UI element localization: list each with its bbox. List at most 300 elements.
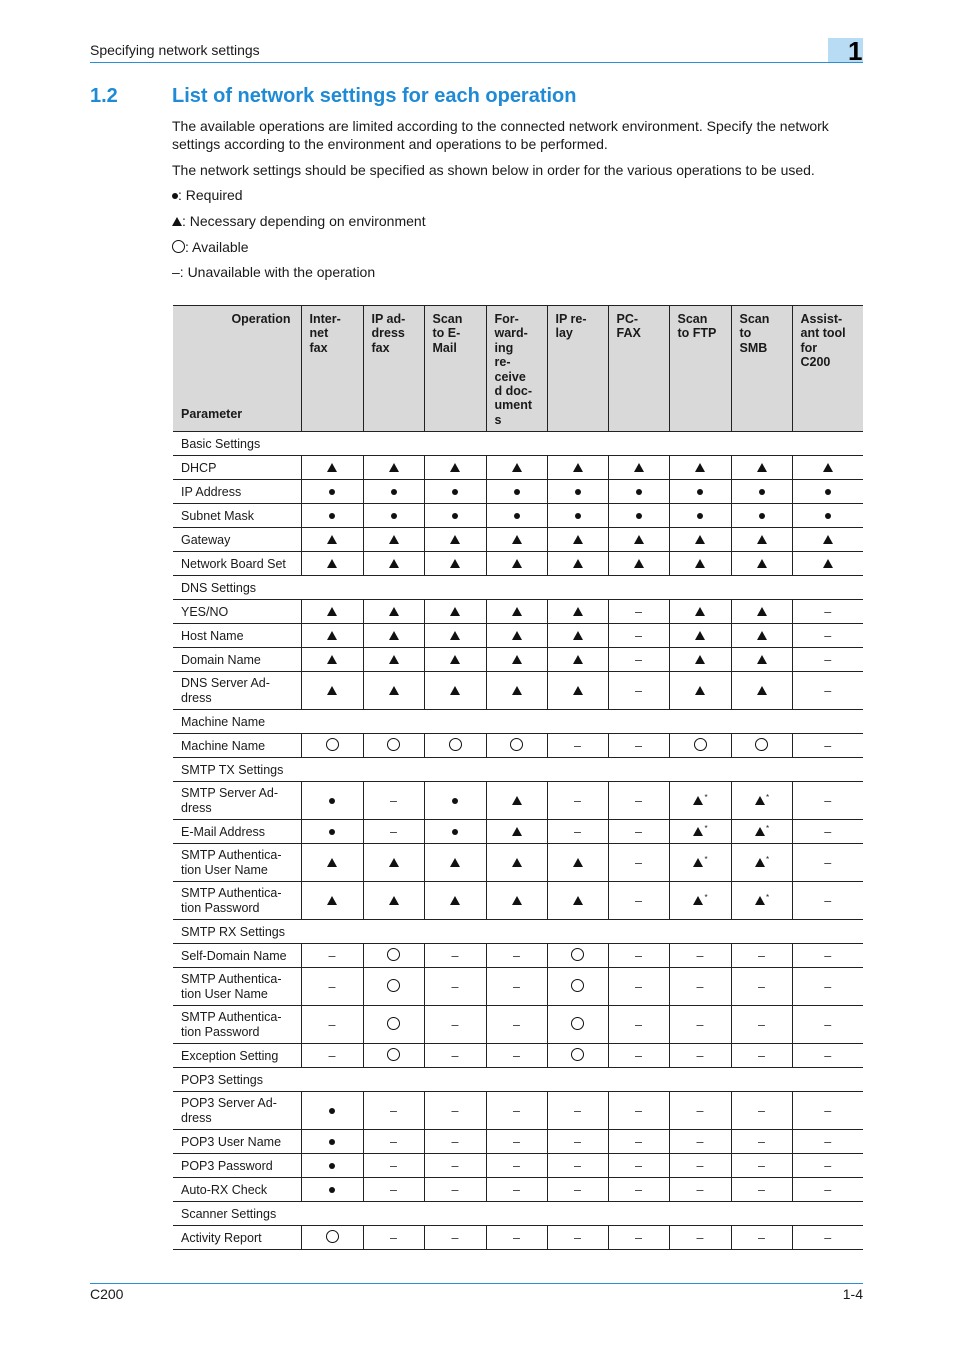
triangle-icon (573, 896, 583, 905)
triangle-icon (573, 655, 583, 664)
symbol-cell (301, 820, 363, 844)
dash-mark: – (635, 855, 642, 870)
symbol-cell (608, 504, 669, 528)
circle-icon (387, 1048, 400, 1061)
symbol-cell (547, 882, 608, 920)
symbol-cell (669, 504, 731, 528)
symbol-cell (301, 1154, 363, 1178)
column-header: For- ward- ing re- ceive d doc- ument s (486, 306, 547, 432)
parameter-name: Exception Setting (173, 1044, 301, 1068)
asterisk-mark: * (765, 792, 770, 802)
filled-dot-icon (514, 489, 520, 495)
symbol-cell (669, 1130, 731, 1154)
symbol-cell (669, 672, 731, 710)
symbol-cell (669, 1226, 731, 1250)
dash-mark: – (824, 1048, 832, 1063)
dash-mark: – (824, 1230, 832, 1245)
dash-mark: – (635, 948, 642, 963)
dash-mark: – (824, 793, 832, 808)
symbol-cell (608, 882, 669, 920)
symbol-cell (608, 1006, 669, 1044)
symbol-cell (424, 1154, 486, 1178)
parameter-name: SMTP Authentica- tion Password (173, 1006, 301, 1044)
symbol-cell (424, 456, 486, 480)
parameter-name: IP Address (173, 480, 301, 504)
symbol-cell (547, 1006, 608, 1044)
circle-icon (755, 738, 768, 751)
symbol-cell (792, 782, 863, 820)
dash-mark: – (328, 979, 336, 994)
triangle-icon (389, 655, 399, 664)
symbol-cell (547, 1154, 608, 1178)
dash-mark: – (328, 1017, 336, 1032)
dash-mark: – (824, 1134, 832, 1149)
triangle-icon (693, 827, 703, 836)
symbol-cell (608, 552, 669, 576)
symbol-cell (731, 844, 792, 882)
dash-mark: – (451, 1158, 459, 1173)
table-row (173, 1092, 863, 1130)
symbol-cell (424, 552, 486, 576)
symbol-cell (363, 844, 424, 882)
triangle-icon (693, 796, 703, 805)
symbol-cell (731, 528, 792, 552)
triangle-asterisk-icon (693, 856, 706, 870)
operation-label: Operation (231, 312, 291, 326)
symbol-cell (424, 672, 486, 710)
symbol-cell (731, 820, 792, 844)
asterisk-mark: * (704, 792, 708, 802)
symbol-cell (486, 1044, 547, 1068)
circle-icon (387, 738, 400, 751)
dash-mark: – (635, 683, 642, 698)
dash-mark: – (513, 1017, 520, 1032)
symbol-cell (301, 968, 363, 1006)
dash-mark: – (696, 1048, 704, 1063)
triangle-icon (389, 858, 399, 867)
parameter-name: POP3 Password (173, 1154, 301, 1178)
symbol-cell (301, 456, 363, 480)
triangle-icon (172, 217, 182, 226)
symbol-cell (792, 1130, 863, 1154)
symbol-cell (608, 1044, 669, 1068)
column-header: Scan to SMB (731, 306, 792, 432)
symbol-cell (363, 504, 424, 528)
triangle-icon (573, 631, 583, 640)
parameter-name: DNS Server Ad- dress (173, 672, 301, 710)
legend-environment: : Necessary depending on environment (172, 212, 426, 230)
column-header: Assist- ant tool for C200 (792, 306, 863, 432)
table-row (173, 624, 863, 648)
dash-mark: – (574, 1158, 581, 1173)
legend-available: : Available (172, 238, 249, 256)
symbol-cell (669, 456, 731, 480)
filled-dot-icon (329, 1108, 335, 1114)
circle-icon (571, 1048, 584, 1061)
symbol-cell (547, 528, 608, 552)
dash-mark: – (390, 1158, 397, 1173)
symbol-cell (792, 734, 863, 758)
parameter-name: Network Board Set (173, 552, 301, 576)
triangle-icon (573, 463, 583, 472)
table-row (173, 648, 863, 672)
symbol-cell (731, 480, 792, 504)
symbol-cell (363, 528, 424, 552)
dash-mark: – (513, 1158, 520, 1173)
symbol-cell (669, 1092, 731, 1130)
triangle-icon (512, 559, 522, 568)
symbol-cell (424, 1044, 486, 1068)
circle-icon (571, 979, 584, 992)
footer-rule (90, 1283, 863, 1284)
parameter-name: YES/NO (173, 600, 301, 624)
symbol-cell (424, 820, 486, 844)
triangle-icon (573, 607, 583, 616)
symbol-cell (669, 968, 731, 1006)
triangle-icon (327, 535, 337, 544)
triangle-icon (512, 631, 522, 640)
triangle-icon (757, 559, 767, 568)
group-label: Scanner Settings (173, 1202, 863, 1226)
symbol-cell (363, 1006, 424, 1044)
dash-mark: – (758, 1158, 765, 1173)
table-row (173, 552, 863, 576)
triangle-icon (450, 631, 460, 640)
symbol-cell (792, 1226, 863, 1250)
table-row (173, 1178, 863, 1202)
group-label: Basic Settings (173, 432, 863, 456)
filled-dot-icon (329, 1139, 335, 1145)
table-row (173, 528, 863, 552)
symbol-cell (486, 504, 547, 528)
triangle-asterisk-icon (755, 825, 768, 839)
table-row (173, 456, 863, 480)
symbol-cell (608, 480, 669, 504)
symbol-cell (486, 672, 547, 710)
triangle-icon (327, 896, 337, 905)
symbol-cell (731, 782, 792, 820)
symbol-cell (424, 734, 486, 758)
triangle-icon (823, 463, 833, 472)
parameter-name: SMTP Authentica- tion User Name (173, 968, 301, 1006)
symbol-cell (363, 820, 424, 844)
dash-mark: – (758, 1182, 765, 1197)
symbol-cell (731, 944, 792, 968)
symbol-cell (486, 624, 547, 648)
triangle-asterisk-icon (755, 794, 768, 808)
table-row (173, 968, 863, 1006)
triangle-icon (450, 858, 460, 867)
triangle-icon (512, 535, 522, 544)
dash-mark: – (758, 1017, 765, 1032)
dash-mark: – (635, 1103, 642, 1118)
symbol-cell (424, 648, 486, 672)
filled-dot-icon (697, 489, 703, 495)
running-header: Specifying network settings (90, 42, 260, 58)
dash-mark: – (451, 1182, 459, 1197)
symbol-cell (301, 600, 363, 624)
symbol-cell (301, 1044, 363, 1068)
symbol-cell (669, 734, 731, 758)
triangle-icon (693, 858, 703, 867)
triangle-icon (450, 463, 460, 472)
dash-mark: – (513, 1048, 520, 1063)
parameter-name: SMTP Authentica- tion User Name (173, 844, 301, 882)
symbol-cell (424, 624, 486, 648)
parameter-name: Host Name (173, 624, 301, 648)
symbol-cell (547, 504, 608, 528)
symbol-cell (547, 600, 608, 624)
dash-mark: – (451, 1103, 459, 1118)
dash-mark: – (635, 604, 642, 619)
group-row (173, 920, 863, 944)
triangle-icon (512, 796, 522, 805)
symbol-cell (608, 1154, 669, 1178)
table-row (173, 782, 863, 820)
triangle-icon (512, 827, 522, 836)
dash-mark: – (513, 1134, 520, 1149)
dash-mark: – (696, 948, 704, 963)
dash-mark: – (513, 1103, 520, 1118)
symbol-cell (486, 1226, 547, 1250)
parameter-name: DHCP (173, 456, 301, 480)
dash-mark: – (635, 738, 642, 753)
symbol-cell (792, 504, 863, 528)
parameter-name: POP3 Server Ad- dress (173, 1092, 301, 1130)
symbol-cell (301, 624, 363, 648)
triangle-icon (512, 607, 522, 616)
symbol-cell (608, 968, 669, 1006)
dash-mark: – (824, 948, 832, 963)
symbol-cell (792, 648, 863, 672)
parameter-name: SMTP Server Ad- dress (173, 782, 301, 820)
symbol-cell (424, 882, 486, 920)
filled-dot-icon (697, 513, 703, 519)
symbol-cell (731, 734, 792, 758)
dash-mark: – (574, 1230, 581, 1245)
symbol-cell (424, 1092, 486, 1130)
symbol-cell (547, 1130, 608, 1154)
symbol-cell (792, 1178, 863, 1202)
circle-icon (326, 738, 339, 751)
triangle-icon (755, 858, 765, 867)
symbol-cell (301, 1006, 363, 1044)
symbol-cell (363, 624, 424, 648)
symbol-cell (424, 504, 486, 528)
dash-mark: – (758, 1134, 765, 1149)
symbol-cell (363, 968, 424, 1006)
group-label: POP3 Settings (173, 1068, 863, 1092)
group-label: SMTP RX Settings (173, 920, 863, 944)
dash-mark: – (513, 1230, 520, 1245)
group-label: DNS Settings (173, 576, 863, 600)
dash-mark: – (390, 1103, 397, 1118)
triangle-icon (757, 655, 767, 664)
dash-mark: – (824, 1017, 832, 1032)
symbol-cell (486, 480, 547, 504)
symbol-cell (547, 1178, 608, 1202)
dash-mark: – (328, 948, 336, 963)
symbol-cell (547, 844, 608, 882)
triangle-icon (389, 896, 399, 905)
dash-mark: – (635, 628, 642, 643)
symbol-cell (792, 820, 863, 844)
symbol-cell (547, 480, 608, 504)
dash-mark: – (824, 604, 832, 619)
triangle-icon (450, 655, 460, 664)
filled-dot-icon (452, 513, 458, 519)
column-header: Scan to E- Mail (424, 306, 486, 432)
symbol-cell (669, 624, 731, 648)
symbol-cell (424, 944, 486, 968)
symbol-cell (731, 504, 792, 528)
symbol-cell (547, 968, 608, 1006)
symbol-cell (424, 480, 486, 504)
symbol-cell (792, 456, 863, 480)
triangle-icon (389, 631, 399, 640)
symbol-cell (792, 1006, 863, 1044)
triangle-icon (389, 607, 399, 616)
triangle-icon (327, 655, 337, 664)
parameter-name: E-Mail Address (173, 820, 301, 844)
triangle-icon (695, 655, 705, 664)
triangle-icon (573, 535, 583, 544)
symbol-cell (608, 1178, 669, 1202)
triangle-icon (823, 535, 833, 544)
symbol-cell (486, 1178, 547, 1202)
circle-icon (387, 948, 400, 961)
symbol-cell (301, 734, 363, 758)
symbol-cell (424, 528, 486, 552)
triangle-icon (757, 463, 767, 472)
dash-mark: – (824, 738, 832, 753)
table-row (173, 600, 863, 624)
dash-mark: – (635, 824, 642, 839)
symbol-cell (486, 600, 547, 624)
triangle-icon (450, 896, 460, 905)
dash-mark: – (574, 738, 581, 753)
symbol-cell (301, 844, 363, 882)
triangle-icon (573, 858, 583, 867)
dash-mark: – (635, 1017, 642, 1032)
symbol-cell (792, 552, 863, 576)
symbol-cell (363, 734, 424, 758)
dash-mark: – (635, 1182, 642, 1197)
dash-mark: – (513, 1182, 520, 1197)
symbol-cell (301, 504, 363, 528)
asterisk-mark: * (765, 892, 770, 902)
symbol-cell (547, 672, 608, 710)
triangle-icon (695, 607, 705, 616)
triangle-icon (823, 559, 833, 568)
symbol-cell (608, 1092, 669, 1130)
group-row (173, 710, 863, 734)
triangle-icon (327, 463, 337, 472)
table-row (173, 844, 863, 882)
symbol-cell (363, 944, 424, 968)
triangle-icon (327, 858, 337, 867)
symbol-cell (486, 552, 547, 576)
table-row (173, 820, 863, 844)
symbol-cell (486, 820, 547, 844)
triangle-icon (755, 796, 765, 805)
symbol-cell (731, 968, 792, 1006)
asterisk-mark: * (704, 823, 708, 833)
symbol-cell (547, 1044, 608, 1068)
symbol-cell (792, 844, 863, 882)
symbol-cell (669, 1154, 731, 1178)
intro-paragraph: The available operations are limited according to the connected network environment. Specify the network settings according to the environment and operations to be performed. (172, 118, 829, 152)
symbol-cell (792, 528, 863, 552)
symbol-cell (669, 844, 731, 882)
table-row (173, 480, 863, 504)
legend-unavailable: –: Unavailable with the operation (172, 264, 376, 280)
triangle-icon (757, 607, 767, 616)
symbol-cell (608, 1226, 669, 1250)
table-row (173, 734, 863, 758)
symbol-cell (792, 600, 863, 624)
symbol-cell (669, 552, 731, 576)
triangle-icon (512, 463, 522, 472)
table-row (173, 672, 863, 710)
symbol-cell (547, 624, 608, 648)
circle-icon (571, 948, 584, 961)
symbol-cell (669, 1006, 731, 1044)
triangle-icon (327, 559, 337, 568)
table-row (173, 882, 863, 920)
symbol-cell (301, 552, 363, 576)
symbol-cell (792, 968, 863, 1006)
filled-dot-icon (452, 798, 458, 804)
symbol-cell (424, 600, 486, 624)
triangle-icon (327, 607, 337, 616)
filled-dot-icon (636, 489, 642, 495)
triangle-icon (450, 535, 460, 544)
symbol-cell (486, 844, 547, 882)
triangle-icon (327, 686, 337, 695)
symbol-cell (731, 648, 792, 672)
symbol-cell (301, 944, 363, 968)
dash-mark: – (824, 824, 832, 839)
symbol-cell (731, 552, 792, 576)
symbol-cell (669, 528, 731, 552)
parameter-name: Machine Name (173, 734, 301, 758)
dash-mark: – (451, 979, 459, 994)
dash-mark: – (328, 1048, 336, 1063)
triangle-icon (389, 559, 399, 568)
triangle-icon (695, 631, 705, 640)
dash-mark: – (824, 628, 832, 643)
circle-icon (387, 1017, 400, 1030)
dash-mark: – (451, 1048, 459, 1063)
dash-mark: – (758, 948, 765, 963)
filled-dot-icon (329, 1187, 335, 1193)
filled-dot-icon (759, 489, 765, 495)
circle-icon (387, 979, 400, 992)
symbol-cell (486, 528, 547, 552)
symbol-cell (669, 944, 731, 968)
symbol-cell (547, 1092, 608, 1130)
filled-dot-icon (452, 829, 458, 835)
dash-mark: – (696, 979, 704, 994)
dash-mark: – (390, 793, 397, 808)
symbol-cell (731, 1092, 792, 1130)
table-row (173, 504, 863, 528)
dash-mark: – (390, 1230, 397, 1245)
asterisk-mark: * (765, 823, 770, 833)
symbol-cell (547, 648, 608, 672)
symbol-cell (731, 600, 792, 624)
